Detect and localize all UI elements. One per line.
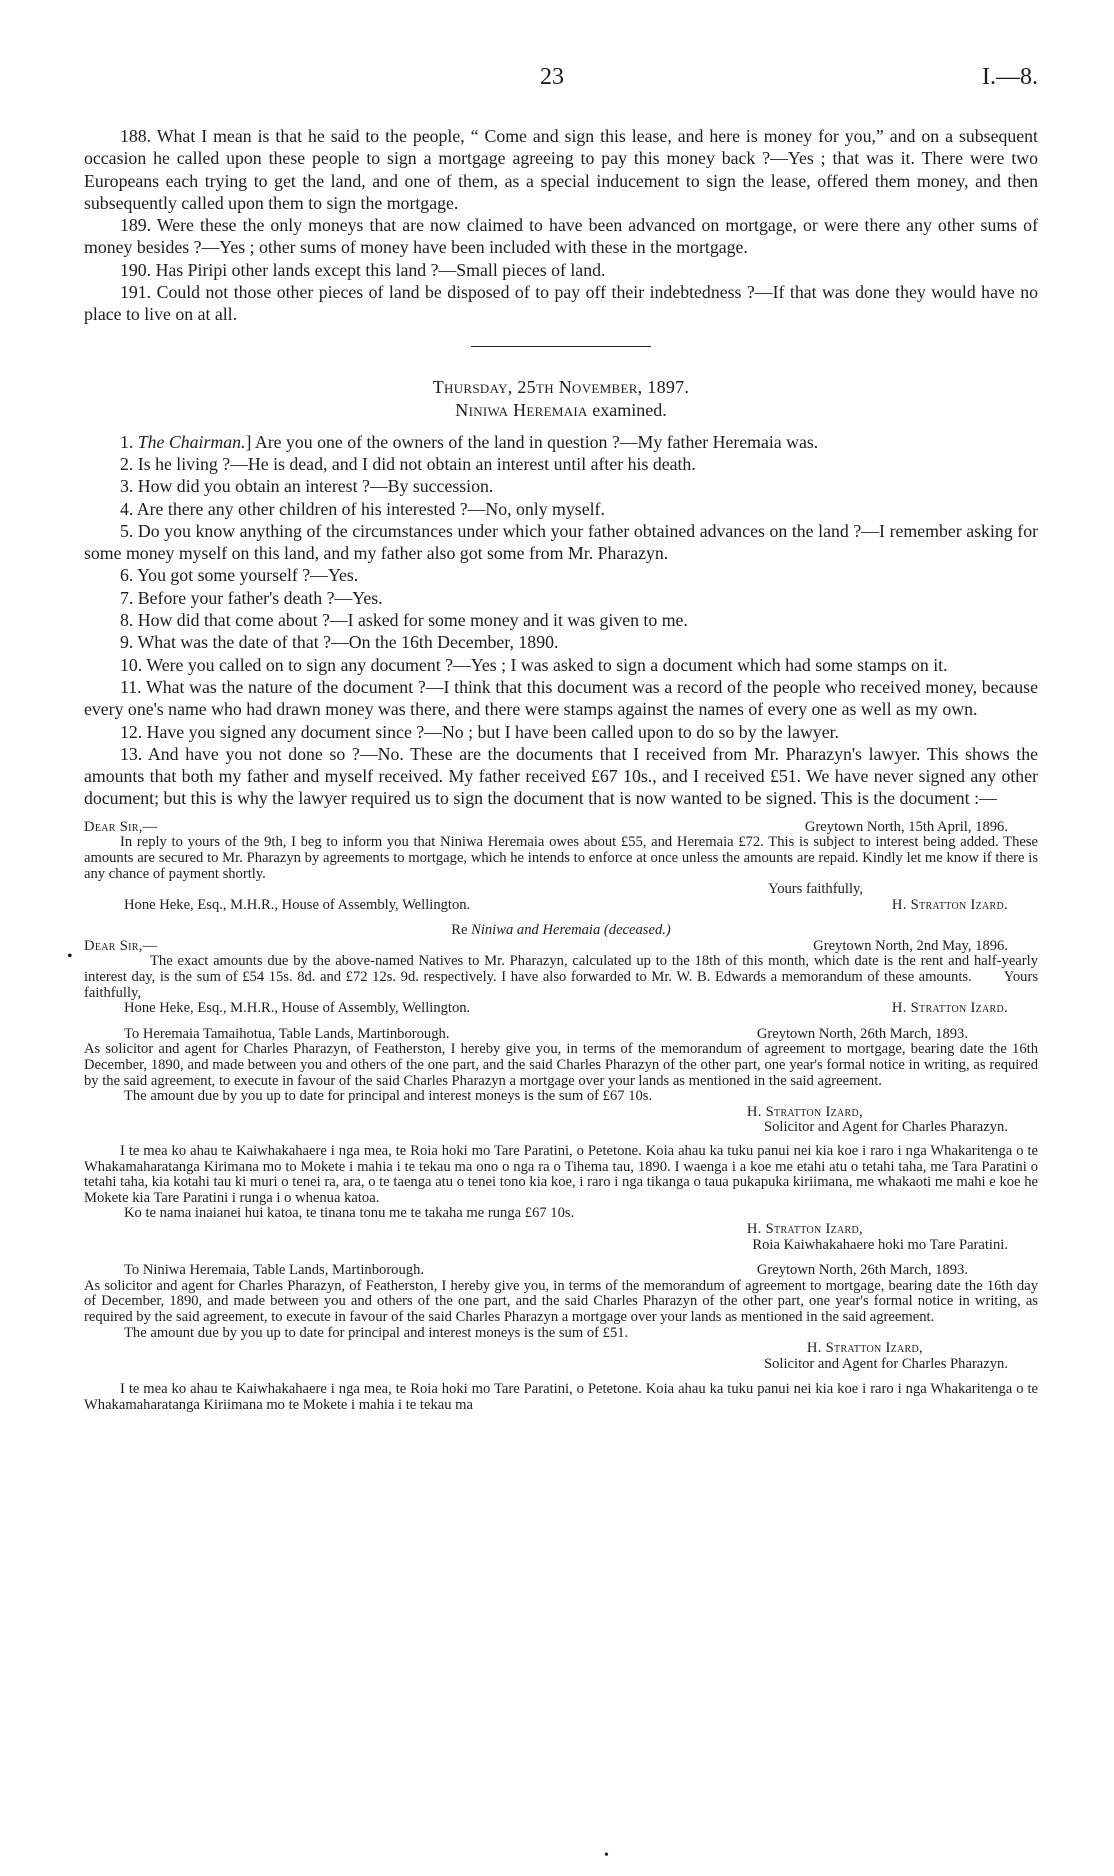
testimony-paragraph: 191. Could not those other pieces of land be disposed of to pay off their indebtedness ?—If that was done they would have no place to live on at all. — [84, 282, 1038, 325]
maori-notice-title: Roia Kaiwhakahaere hoki mo Tare Paratini. — [752, 1236, 1008, 1253]
notice-body: As solicitor and agent for Charles Pharazyn, of Featherston, I hereby give you, in terms of the memorandum of agreement to mortgage, bearing date the 16th day of December, 1890, and made between you and others of the one part, and the said Charles Pharazyn of the other part, one year's formal notice in writing, as required by the said agreement, to execute in favour of the said Charles Pharazyn a mortgage over your lands as mentioned in the said agreement. — [84, 1277, 1038, 1325]
testimony-paragraph: 6. You got some yourself ?—Yes. — [120, 565, 359, 586]
notice-title: Solicitor and Agent for Charles Pharazyn. — [764, 1355, 1008, 1372]
notice-addressee: To Heremaia Tamaihotua, Table Lands, Martinborough. — [124, 1025, 450, 1042]
witness-examined: examined. — [592, 399, 667, 420]
notice-amount: The amount due by you up to date for principal and interest moneys is the sum of £67 10s. — [124, 1088, 653, 1105]
letter-addressee: Hone Heke, Esq., M.H.R., House of Assembly, Wellington. — [124, 1000, 471, 1017]
testimony-paragraph: 8. How did that come about ?—I asked for some money and it was given to me. — [120, 610, 688, 631]
section-divider — [471, 346, 651, 347]
witness-heading — [84, 399, 1038, 422]
page-number: 23 — [540, 64, 564, 90]
notice-addressee: To Niniwa Heremaia, Table Lands, Martinborough. — [124, 1262, 425, 1279]
maori-notice-signature: H. Stratton Izard, — [746, 1220, 863, 1237]
letter-place-date: Greytown North, 2nd May, 1896. — [813, 937, 1008, 954]
testimony-paragraph: 13. And have you not done so ?—No. These are the documents that I received from Mr. Pharazyn's lawyer. This shows the amounts that both my father and myself received. My father received £67 10s., and I received £51. We have never signed any other document; but this is why the lawyer required us to sign the document that is now wanted to be signed. This is the document :— — [84, 743, 1038, 809]
maori-notice-body: I te mea ko ahau te Kaiwhakahaere i nga mea, te Roia hoki mo Tare Paratini, o Petetone. Koia ahau ka tuku panui nei kia koe i raro i nga Whakaritenga o te Whakamaharatanga Kirimana mo to Mokete i mahia i te tekau ma ono o nga ra o Tihema tau, 1890. I waenga i a koe me etahi atu o tetahi taha, me Tara Paratini o tetahi taha, kia kotahi tau ki muri o tenei ra, ara, o te taenga atu o tenei tono kia koe, i raro i nga tikanga o taua pukapuka kiriimana, me whakaoti me mahi e koe he Mokete kia Tare Paratini i runga i o whenua katoa. — [84, 1143, 1038, 1206]
letter-re-line — [84, 923, 1038, 939]
document-body — [84, 125, 1038, 1414]
testimony-paragraph: 3. How did you obtain an interest ?—By succession. — [120, 476, 494, 497]
testimony-paragraph: 5. Do you know anything of the circumstances under which your father obtained advances on the land ?—I remember asking for some money myself on this land, and my father also got some from Mr. Pharazyn. — [84, 520, 1038, 564]
notice-signature: H. Stratton Izard, — [806, 1340, 923, 1357]
letter-addressee: Hone Heke, Esq., M.H.R., House of Assembly, Wellington. — [124, 896, 471, 913]
letter-1 — [84, 820, 1038, 914]
testimony-paragraph: 10. Were you called on to sign any document ?—Yes ; I was asked to sign a document which had some stamps on it. — [120, 654, 948, 675]
notice-place-date: Greytown North, 26th March, 1893. — [756, 1262, 968, 1279]
letter-salutation: Dear Sir,— — [84, 818, 158, 835]
letter-2 — [84, 923, 1038, 1017]
testimony-paragraph: 7. Before your father's death ?—Yes. — [120, 587, 383, 608]
maori-notice-amount: Ko te nama inaianei hui katoa, te tinana tonu me te takaha me runga £67 10s. — [124, 1205, 575, 1222]
testimony-paragraph: 9. What was the date of that ?—On the 16th December, 1890. — [120, 632, 559, 653]
testimony-paragraph: 1. The Chairman.] Are you one of the owners of the land in question ?—My father Heremaia was. — [120, 431, 819, 452]
notice-title: Solicitor and Agent for Charles Pharazyn. — [764, 1119, 1008, 1136]
testimony-paragraph: 188. What I mean is that he said to the people, “ Come and sign this lease, and here is money for you,” and on a subsequent occasion he called upon these people to sign a mortgage agreeing to pay this money back ?—Yes ; that was it. There were two Europeans each trying to get the land, and one of them, as a special inducement to sign the lease, offered them money, and then subsequently called upon them to sign the mortgage. — [84, 126, 1038, 213]
testimony-paragraph: 190. Has Piripi other lands except this land ?—Small pieces of land. — [120, 259, 606, 280]
maori-notice-body: I te mea ko ahau te Kaiwhakahaere i nga mea, te Roia hoki mo Tare Paratini, o Petetone. Koia ahau ka tuku panui nei kia koe i raro i nga Whakaritenga o te Whakamaharatanga Kiriimana mo te Mokete i mahia i te tekau ma — [84, 1381, 1038, 1413]
letter-closing: Yours faithfully, — [768, 881, 863, 898]
notice-place-date: Greytown North, 26th March, 1893. — [756, 1025, 968, 1042]
testimony-paragraph: 12. Have you signed any document since ?—No ; but I have been called upon to do so by the lawyer. — [120, 721, 839, 742]
witness-name: Niniwa Heremaia — [455, 399, 588, 420]
testimony-paragraph: 189. Were these the only moneys that are now claimed to have been advanced on mortgage, or were there any other sums of money besides ?—Yes ; other sums of money have been included with these in the mortgage. — [84, 215, 1038, 258]
testimony-paragraph: 4. Are there any other children of his interested ?—No, only myself. — [120, 498, 605, 519]
letter-salutation: Dear Sir,— — [84, 937, 158, 954]
letter-body: In reply to yours of the 9th, I beg to inform you that Niniwa Heremaia owes about £55, and Heremaia £72. This is subject to interest being added. These amounts are secured to Mr. Pharazyn by agreements to mortgage, which he intends to enforce at once unless the amounts are repaid. Kindly let me know if there is any chance of payment shortly. — [84, 834, 1038, 882]
notice-1 — [84, 1027, 1038, 1253]
margin-mark: • — [67, 948, 73, 965]
notice-body: As solicitor and agent for Charles Pharazyn, of Featherston, I hereby give you, in terms of the memorandum of agreement to mortgage, bearing date the 16th December, 1890, and made between you and others of the one part, and the said Charles Pharazyn of the other part, one year's formal notice in writing, as required by the said agreement, to execute in favour of the said Charles Pharazyn a mortgage over your lands as mentioned in the said agreement. — [84, 1041, 1038, 1089]
letter-closing: Yours faithfully, — [84, 969, 1038, 1001]
letter-re-prefix: Re — [451, 922, 468, 939]
letter-signature: H. Stratton Izard. — [891, 1000, 1008, 1017]
letter-signature: H. Stratton Izard. — [891, 896, 1008, 913]
letter-place-date: Greytown North, 15th April, 1896. — [804, 818, 1008, 835]
session-date: Thursday, 25th November, 1897. — [432, 376, 690, 397]
letter-re-subject: Niniwa and Heremaia (deceased.) — [471, 922, 671, 939]
notice-amount: The amount due by you up to date for principal and interest moneys is the sum of £51. — [124, 1324, 629, 1341]
testimony-paragraph: 11. What was the nature of the document ?—I think that this document was a record of the people who received money, because every one's name who had drawn money was there, and there were stamps against the names of every one as well as my own. — [84, 676, 1038, 720]
page-header — [84, 64, 1038, 94]
letter-body: The exact amounts due by the above-named Natives to Mr. Pharazyn, calculated up to the 18th of this month, which date is the rent and half-yearly interest day, is the sum of £54 15s. 8d. and £72 12s. 9d. respectively. I have also forwarded to Mr. W. B. Edwards a memorandum of these amounts. Yours faithfully, — [84, 953, 1038, 1001]
paper-reference: I.—8. — [982, 64, 1038, 90]
question-1-text: ] Are you one of the owners of the land in question ?—My father Heremaia was. — [245, 431, 819, 452]
testimony-paragraph: 2. Is he living ?—He is dead, and I did not obtain an interest until after his death. — [120, 453, 696, 474]
chairman-speaker: The Chairman. — [137, 431, 246, 452]
notice-2 — [84, 1263, 1038, 1413]
notice-signature: H. Stratton Izard, — [746, 1103, 863, 1120]
margin-mark: • — [604, 1848, 609, 1863]
